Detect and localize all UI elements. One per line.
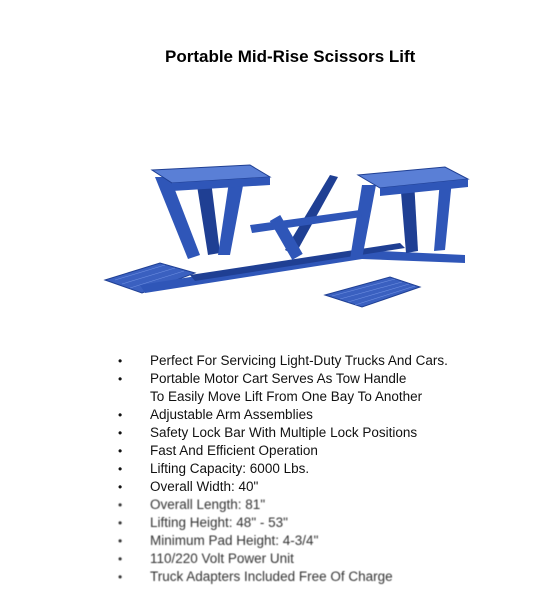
- feature-text: Adjustable Arm Assemblies: [150, 407, 313, 422]
- feature-item: [110, 424, 448, 442]
- feature-text: Lifting Capacity: 6000 Lbs.: [150, 461, 310, 476]
- feature-item: [110, 388, 448, 406]
- bullet-icon: •: [118, 552, 123, 566]
- feature-text: Minimum Pad Height: 4-3/4": [150, 533, 319, 548]
- feature-text: Safety Lock Bar With Multiple Lock Positions: [150, 425, 418, 440]
- bullet-icon: •: [118, 498, 123, 512]
- feature-text: Truck Adapters Included Free Of Charge: [150, 569, 393, 584]
- feature-text: Overall Width: 40": [150, 479, 259, 494]
- feature-list: [110, 352, 448, 586]
- bullet-icon: •: [118, 462, 123, 476]
- bullet-icon: •: [118, 516, 123, 530]
- feature-item: [110, 568, 448, 586]
- feature-text: Portable Motor Cart Serves As Tow Handle: [150, 371, 407, 386]
- bullet-icon: •: [118, 354, 123, 368]
- feature-item: [110, 352, 448, 370]
- page-title: Portable Mid-Rise Scissors Lift: [165, 47, 416, 66]
- feature-text: Lifting Height: 48" - 53": [150, 515, 288, 530]
- feature-item: [110, 478, 448, 496]
- scissors-lift-photo: [100, 155, 480, 330]
- feature-item: [110, 514, 448, 532]
- feature-item: [110, 442, 448, 460]
- bullet-icon: •: [118, 534, 123, 548]
- feature-text: Overall Length: 81": [150, 497, 266, 512]
- bullet-icon: •: [118, 408, 123, 422]
- feature-text: Fast And Efficient Operation: [150, 443, 318, 458]
- feature-item: [110, 406, 448, 424]
- feature-text: To Easily Move Lift From One Bay To Another: [150, 389, 423, 404]
- feature-text: 110/220 Volt Power Unit: [150, 551, 294, 566]
- bullet-icon: •: [118, 444, 123, 458]
- feature-text: Perfect For Servicing Light-Duty Trucks And Cars.: [150, 353, 448, 368]
- feature-item: [110, 550, 448, 568]
- bullet-icon: •: [118, 372, 123, 386]
- feature-item: [110, 496, 448, 514]
- bullet-icon: •: [118, 570, 123, 584]
- bullet-icon: •: [118, 480, 123, 494]
- feature-item: [110, 460, 448, 478]
- bullet-icon: •: [118, 426, 123, 440]
- feature-item: [110, 532, 448, 550]
- feature-item: [110, 370, 448, 388]
